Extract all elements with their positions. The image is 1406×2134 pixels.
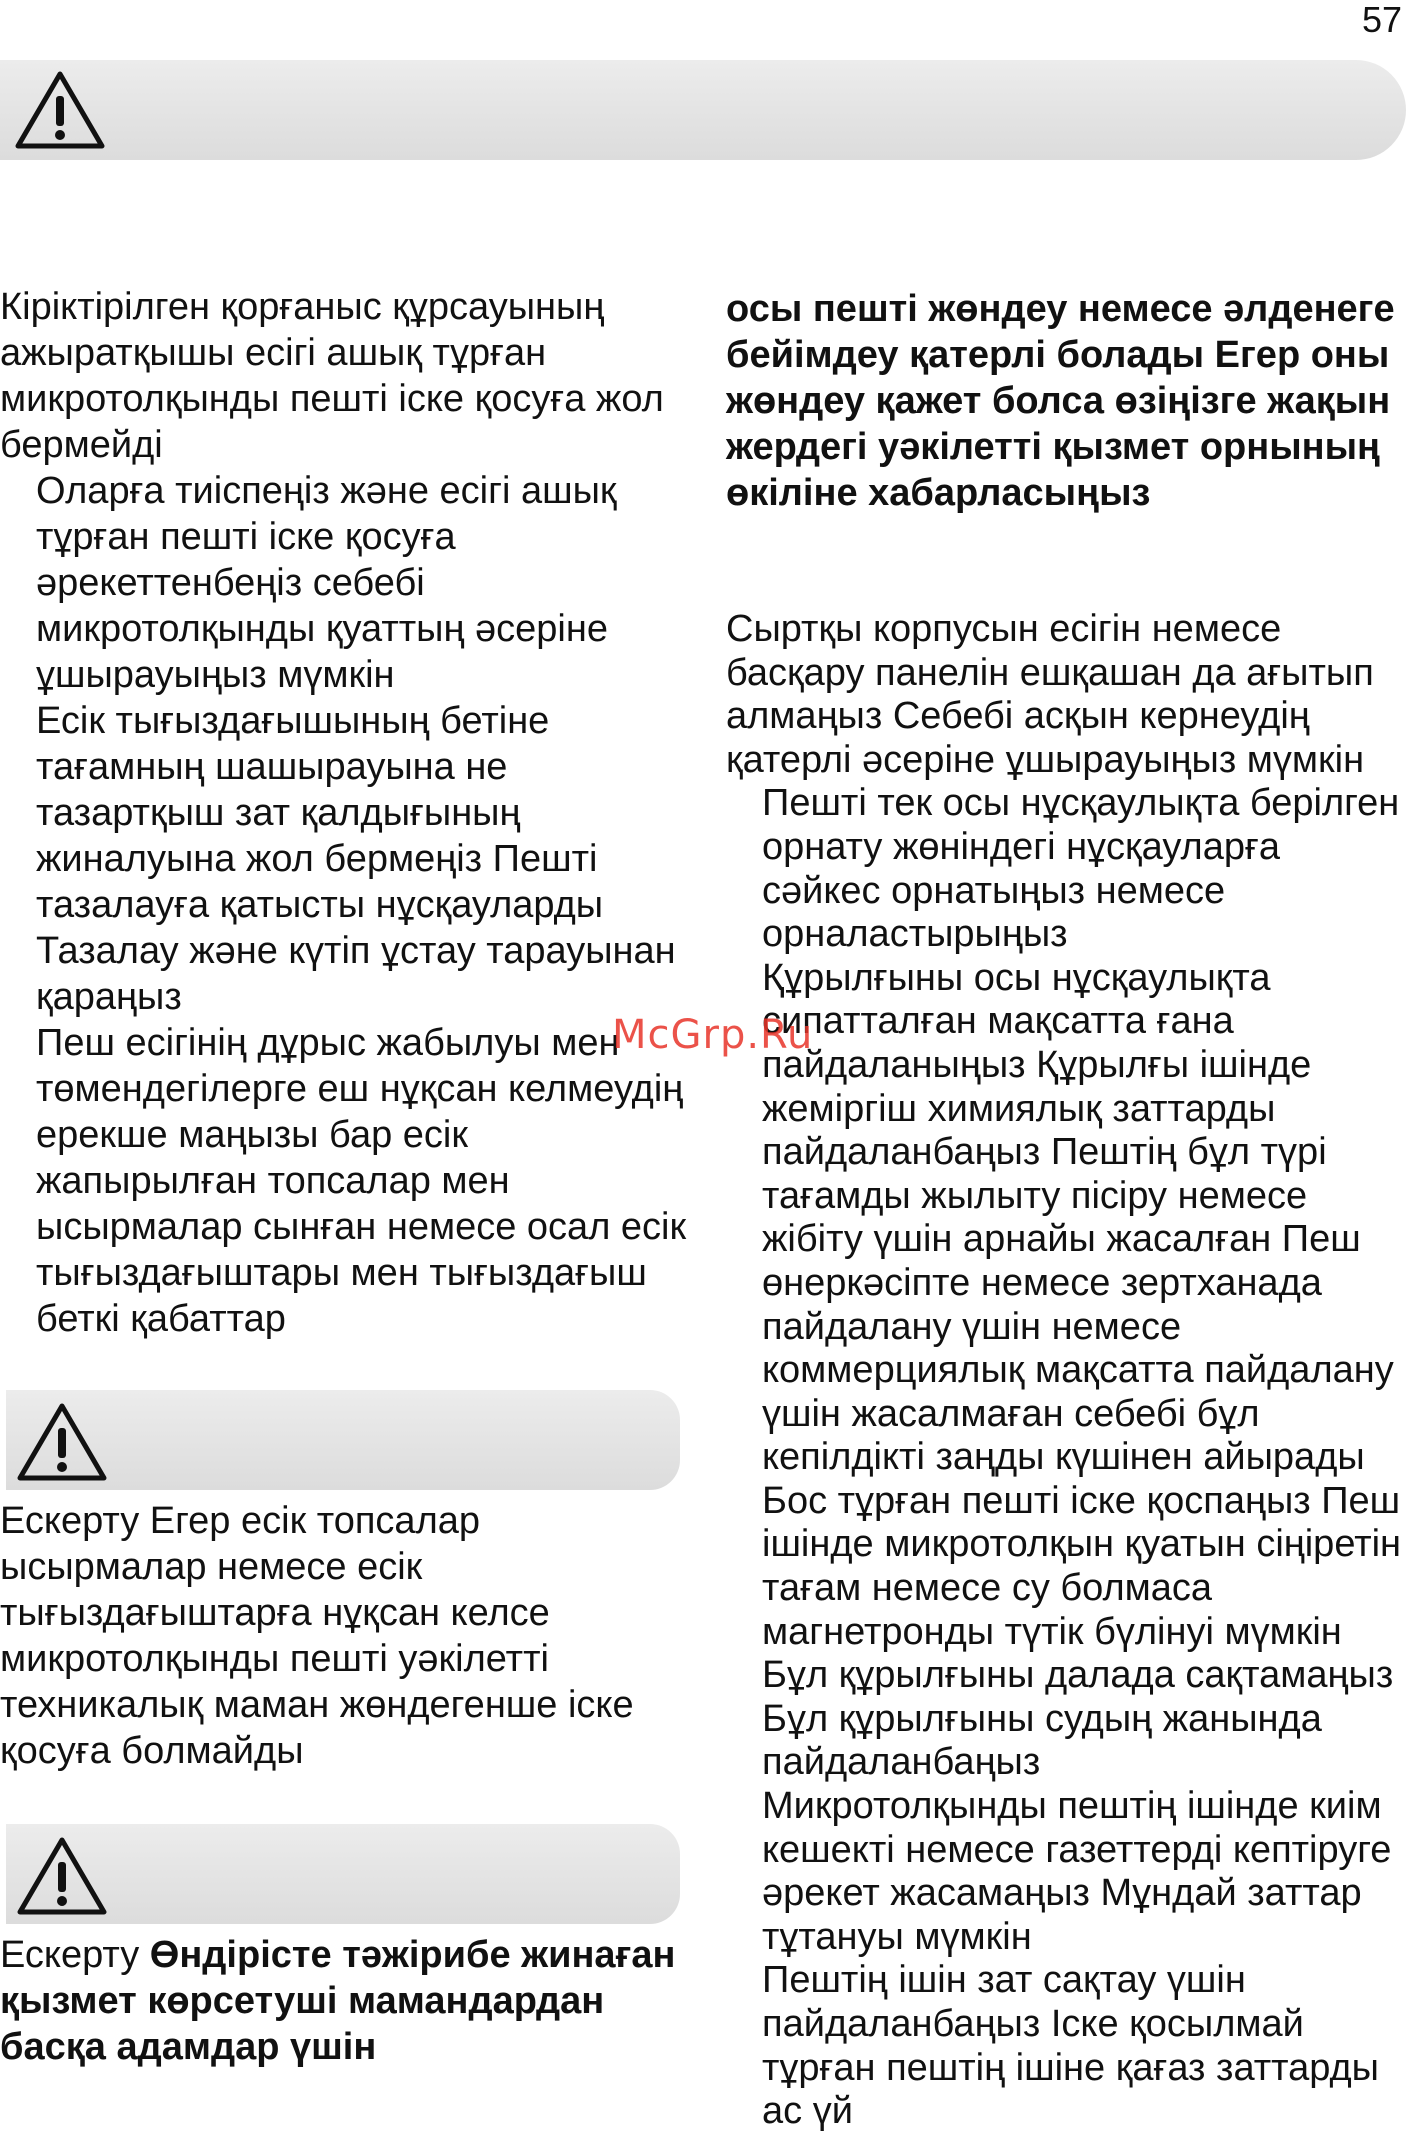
warning-3-text [0,1932,690,2070]
paragraph: осы пешті жөндеу немесе әлденеге бейімдеу қатерлі болады Егер оны жөндеу қажет болса өзіңізге жақын жердегі уәкілетті қызмет орнының өкіліне хабарласыңыз [726,288,1395,514]
warning-prefix: Ескерту [0,1934,150,1976]
warning-triangle-icon [12,68,108,152]
warning-banner-top [0,60,1406,160]
paragraph: Пештің ішін зат сақтау үшін пайдаланбаңыз Іске қосылмай тұрған пештің ішіне қағаз заттарды ас үй [762,1959,1379,2133]
right-column-text [726,608,1406,2134]
warning-2-text [0,1498,690,1774]
paragraph: Микротолқынды пештің ішінде киім кешекті немесе газеттерді кептіруге әрекет жасамаңыз Мұндай заттар тұтануы мүмкін [762,1785,1392,1958]
paragraph: Құрылғыны осы нұсқаулықта сипатталған мақсатта ғана пайдаланыңыз Құрылғы ішінде жеміргіш химиялық заттарды пайдаланбаңыз Пештің бұл түрі тағамды жылыту пісіру немесе жібіту үшін арнайы жасалған Пеш өнеркәсіпте немесе зертханада пайдалану үшін немесе коммерциялық мақсатта пайдалану үшін жасалмаған себебі бұл кепілдікті заңды күшінен айырады [762,956,1394,1479]
right-column-bold [726,286,1406,516]
paragraph: Кіріктірілген қорғаныс құрсауының ажыратқышы есігі ашық тұрған микротолқынды пешті іске қосуға жол бермейді [0,286,664,466]
paragraph: Бос тұрған пешті іске қоспаңыз Пеш ішінде микротолқын қуатын сіңіретін тағам немесе су болмаса магнетронды түтік бүлінуі мүмкін [762,1479,1402,1653]
left-column-text [0,284,690,1342]
paragraph: Есік тығыздағышының бетіне тағамның шашырауына не тазартқыш зат қалдығының жиналуына жол бермеңіз Пешті тазалауға қатысты нұсқауларды Тазалау және күтіп ұстау тарауынан қараңыз [36,700,676,1018]
warning-bold-text: Өндірісте тәжірибе жинаған қызмет көрсетуші мамандардан басқа адамдар үшін [0,1934,676,2068]
paragraph: Бұл құрылғыны далада сақтамаңыз Бұл құрылғыны судың жанында пайдаланбаңыз [762,1654,1394,1784]
paragraph [0,1932,690,2070]
paragraph: Ескерту Егер есік топсалар ысырмалар немесе есік тығыздағыштарға нұқсан келсе микротолқынды пешті уәкілетті техникалық маман жөндегенше іске қосуға болмайды [0,1500,634,1772]
warning-triangle-icon [14,1400,110,1484]
watermark: McGrp.Ru [612,1012,814,1058]
warning-triangle-icon [14,1834,110,1918]
paragraph: Оларға тиіспеңіз және есігі ашық тұрған пешті іске қосуға әрекеттенбеңіз себебі микротолқынды қуаттың әсеріне ұшырауыңыз мүмкін [36,470,617,696]
paragraph: Пеш есігінің дұрыс жабылуы мен төмендегілерге еш нұқсан келмеудің ерекше маңызы бар есік жапырылған топсалар мен ысырмалар сынған немесе осал есік тығыздағыштары мен тығыздағыш беткі қабаттар [36,1022,687,1340]
paragraph: Сыртқы корпусын есігін немесе басқару панелін ешқашан да ағытып алмаңыз Себебі асқын кернеудің қатерлі әсеріне ұшырауыңыз мүмкін [726,608,1374,781]
page-number: 57 [1361,0,1402,40]
paragraph: Пешті тек осы нұсқаулықта берілген орнату жөніндегі нұсқауларға сәйкес орнатыңыз немесе орналастырыңыз [762,782,1400,956]
